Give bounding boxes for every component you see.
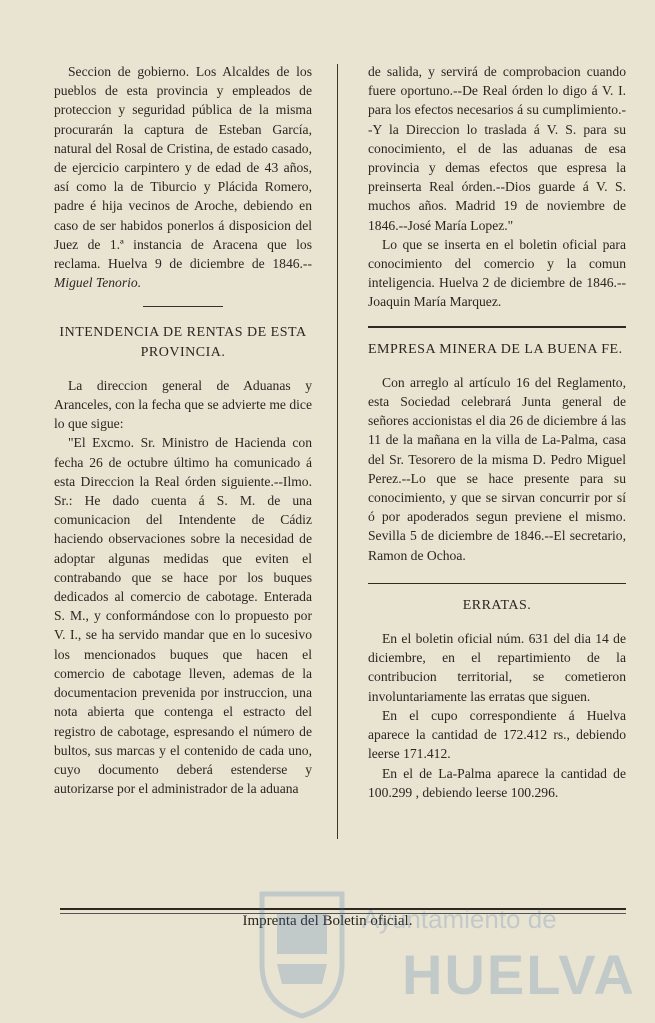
section-rule-2: [368, 583, 626, 584]
watermark-line-2: HUELVA: [402, 943, 636, 1006]
watermark-line-1: Ayuntamiento de: [362, 904, 557, 934]
right-paragraph-lapalma: En el de La-Palma aparece la cantidad de 100.299 , debiendo leerse 100.296.: [368, 765, 626, 800]
left-paragraph-intro: La direccion general de Aduanas y Aranceles, con la fecha que se advierte me dice lo que sigue:: [54, 377, 312, 432]
right-paragraph-junta: Con arreglo al artículo 16 del Reglamento, esta Sociedad celebrará Junta general de señores accionistas el dia 26 de diciembre á las 11 de la mañana en la villa de La-Palma, casa del Sr. Tesorero de la misma D. Pedro Miguel Perez.--Lo que se hace presente para su conocimiento, y que se sirvan concurrir por sí ó por apoderados segun previene el mismo. Sevilla 5 de diciembre de 1846.--El secretario, Ramon de Ochoa.: [368, 374, 626, 563]
right-paragraph-continuation: de salida, y servirá de comprobacion cuando fuere oportuno.--De Real órden lo digo á V. I. para los efectos necesarios á su cumplimiento.--Y la Direccion lo traslada á V. S. para su conocimiento, el de las aduanas de esa provincia y demas efectos que espresa la preinserta Real órden.--Dios guarde á V. S. muchos años. Madrid 19 de noviembre de 1846.--José María Lopez.": [368, 64, 626, 233]
heading-erratas: ERRATAS.: [462, 597, 532, 613]
section-rule: [368, 326, 626, 328]
heading-intendencia: INTENDENCIA DE RENTAS DE ESTA PROVINCIA.: [59, 325, 307, 360]
signature-miguel-tenorio: Miguel Tenorio.: [54, 275, 142, 291]
left-paragraph-royal-order: "El Excmo. Sr. Ministro de Hacienda con fecha 26 de octubre último ha comunicado á esta Direccion la Real órden siguiente.--Ilmo. Sr.: He dado cuenta á S. M. de una comunicacion del Intendente de Cádiz haciendo observaciones sobre la necesidad de adoptar algunas medidas que eviten el contrabando que se hace por los buques dedicados al comercio de cabotage. Enterada S. M., y conformándose con lo propuesto por V. I., se ha servido mandar que en lo sucesivo los mencionados buques que hacen el comercio de cabotage lleven, ademas de la documentacion prevenida por instruccion, una nota abierta que contenga el estracto del registro de cabotage, espresando el número de bultos, sus marcas y el contenido de cada uno, cuyo documento deberá estenderse y autorizarse por el administrador de la aduana: [54, 435, 312, 797]
heading-empresa-minera: EMPRESA MINERA DE LA BUENA FE.: [368, 341, 623, 357]
column-divider: [337, 64, 338, 839]
coat-of-arms-icon: [252, 884, 352, 1019]
right-paragraph-insertion: Lo que se inserta en el boletin oficial para conocimiento del comercio y la comun inteligencia. Huelva 2 de diciembre de 1846.--Joaquin María Marquez.: [368, 236, 626, 310]
printer-imprint: Imprenta del Boletin oficial.: [242, 913, 413, 929]
right-column: [368, 62, 626, 802]
watermark: [252, 884, 636, 1019]
section-divider: [143, 306, 223, 307]
right-paragraph-huelva: En el cupo correspondiente á Huelva aparece la cantidad de 172.412 rs., debiendo leerse 171.412.: [368, 707, 626, 762]
left-paragraph-police-notice: Seccion de gobierno. Los Alcaldes de los pueblos de esta provincia y empleados de proteccion y seguridad pública de la misma procurarán la captura de Esteban García, natural del Rosal de Cristina, de estado casado, de ejercicio carpintero y de edad de 43 años, así como la de Tiburcio y Plácida Romero, padre é hija vecinos de Aroche, debiendo en caso de ser habidos ponerlos á disposicion del Juez de 1.ª instancia de Aracena que los reclama. Huelva 9 de diciembre de 1846.--Miguel Tenorio.: [54, 64, 312, 291]
left-column: [54, 62, 312, 798]
right-paragraph-erratas: En el boletin oficial núm. 631 del dia 14 de diciembre, en el repartimiento de la contribucion territorial, se cometieron involuntariamente las erratas que siguen.: [368, 631, 626, 704]
